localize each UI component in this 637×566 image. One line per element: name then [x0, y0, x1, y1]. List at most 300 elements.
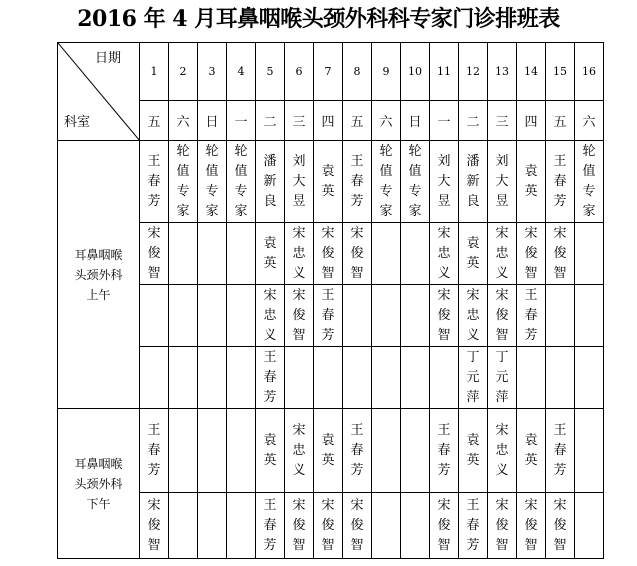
- doctor-cell: [575, 409, 604, 493]
- doctor-name-char: 春: [466, 517, 480, 533]
- doctor-name-char: 俊: [524, 245, 538, 261]
- doctor-cell: [372, 285, 401, 347]
- doctor-cell: [343, 223, 372, 285]
- doctor-name-char: 忠: [495, 245, 509, 261]
- doctor-cell: [488, 347, 517, 409]
- doctor-cell: [401, 493, 430, 559]
- doctor-cell: [227, 493, 256, 559]
- doctor-name-char: 忠: [466, 307, 480, 323]
- doctor-name-char: 宋: [292, 225, 306, 241]
- day-number-cell: 6: [285, 43, 314, 101]
- doctor-cell: [169, 347, 198, 409]
- doctor-name-char: 丁: [466, 349, 480, 365]
- doctor-cell: [227, 285, 256, 347]
- doctor-name-char: 俊: [437, 517, 451, 533]
- doctor-name-char: 智: [524, 265, 538, 281]
- schedule-table: [57, 42, 604, 559]
- doctor-name-char: 英: [321, 183, 335, 199]
- weekday-cell: 四: [517, 101, 546, 141]
- doctor-name-char: 宋: [292, 497, 306, 513]
- doctor-name-char: 昱: [292, 193, 306, 209]
- doctor-cell: [256, 285, 285, 347]
- doctor-cell: [198, 285, 227, 347]
- doctor-name-char: 宋: [321, 225, 335, 241]
- doctor-name-char: 宋: [553, 497, 567, 513]
- doctor-name-char: 智: [292, 327, 306, 343]
- doctor-name-char: 宋: [263, 287, 277, 303]
- doctor-cell: [430, 347, 459, 409]
- doctor-name-char: 英: [321, 452, 335, 468]
- doctor-name-char: 家: [379, 203, 393, 219]
- doctor-cell: [140, 141, 169, 223]
- doctor-name-char: 宋: [495, 497, 509, 513]
- doctor-name-char: 智: [147, 537, 161, 553]
- doctor-name-char: 智: [524, 537, 538, 553]
- weekday-cell: 四: [314, 101, 343, 141]
- doctor-name-char: 义: [466, 327, 480, 343]
- doctor-name-char: 宋: [495, 287, 509, 303]
- doctor-cell: [256, 347, 285, 409]
- doctor-cell: [285, 223, 314, 285]
- doctor-name-char: 值: [582, 163, 596, 179]
- doctor-name-char: 智: [553, 265, 567, 281]
- doctor-cell: [314, 347, 343, 409]
- doctor-name-char: 忠: [292, 442, 306, 458]
- doctor-cell: [227, 223, 256, 285]
- doctor-cell: [285, 347, 314, 409]
- doctor-name-char: 春: [321, 307, 335, 323]
- day-number-cell: 3: [198, 43, 227, 101]
- doctor-cell: [169, 493, 198, 559]
- doctor-name-char: 轮: [379, 143, 393, 159]
- doctor-name-char: 王: [350, 422, 364, 438]
- doctor-name-char: 宋: [524, 225, 538, 241]
- doctor-name-char: 春: [553, 442, 567, 458]
- doctor-name-char: 袁: [524, 432, 538, 448]
- doctor-name-char: 萍: [495, 389, 509, 405]
- doctor-cell: [140, 223, 169, 285]
- doctor-name-char: 轮: [234, 143, 248, 159]
- doctor-name-char: 专: [408, 183, 422, 199]
- morning-dept-cell: [58, 141, 140, 409]
- doctor-name-char: 值: [234, 163, 248, 179]
- doctor-cell: [430, 285, 459, 347]
- doctor-cell: [169, 141, 198, 223]
- doctor-name-char: 俊: [147, 245, 161, 261]
- doctor-name-char: 英: [466, 452, 480, 468]
- doctor-name-char: 芳: [437, 462, 451, 478]
- doctor-name-char: 良: [466, 193, 480, 209]
- doctor-cell: [343, 285, 372, 347]
- doctor-cell: [314, 493, 343, 559]
- doctor-cell: [314, 223, 343, 285]
- doctor-name-char: 英: [524, 452, 538, 468]
- dept-line: 头颈外科: [74, 476, 123, 491]
- day-number-cell: 11: [430, 43, 459, 101]
- doctor-cell: [285, 141, 314, 223]
- day-number-cell: 1: [140, 43, 169, 101]
- doctor-name-char: 俊: [147, 517, 161, 533]
- doctor-name-char: 王: [553, 422, 567, 438]
- day-number-cell: 12: [459, 43, 488, 101]
- doctor-name-char: 宋: [437, 287, 451, 303]
- doctor-name-char: 潘: [263, 153, 277, 169]
- doctor-name-char: 刘: [437, 153, 451, 169]
- doctor-name-char: 良: [263, 193, 277, 209]
- doctor-name-char: 芳: [263, 537, 277, 553]
- day-number-cell: 15: [546, 43, 575, 101]
- doctor-cell: [140, 409, 169, 493]
- dept-line: 耳鼻咽喉: [74, 456, 123, 471]
- doctor-name-char: 智: [147, 265, 161, 281]
- day-number-cell: 10: [401, 43, 430, 101]
- doctor-cell: [459, 141, 488, 223]
- doctor-name-char: 王: [350, 153, 364, 169]
- doctor-cell: [517, 141, 546, 223]
- doctor-name-char: 宋: [147, 497, 161, 513]
- doctor-cell: [285, 493, 314, 559]
- doctor-cell: [546, 285, 575, 347]
- doctor-name-char: 家: [234, 203, 248, 219]
- weekday-cell: 日: [401, 101, 430, 141]
- doctor-name-char: 王: [147, 422, 161, 438]
- doctor-cell: [430, 223, 459, 285]
- doctor-name-char: 芳: [350, 462, 364, 478]
- dept-line: 下午: [86, 496, 111, 511]
- doctor-cell: [546, 347, 575, 409]
- doctor-cell: [517, 409, 546, 493]
- weekday-cell: 三: [285, 101, 314, 141]
- afternoon-row: [58, 493, 604, 559]
- doctor-name-char: 芳: [466, 537, 480, 553]
- weekday-cell: 二: [459, 101, 488, 141]
- doctor-name-char: 昱: [437, 193, 451, 209]
- doctor-cell: [372, 493, 401, 559]
- doctor-name-char: 家: [176, 203, 190, 219]
- doctor-cell: [401, 285, 430, 347]
- doctor-name-char: 忠: [437, 245, 451, 261]
- doctor-name-char: 英: [263, 452, 277, 468]
- doctor-name-char: 王: [263, 349, 277, 365]
- doctor-cell: [343, 347, 372, 409]
- dept-line: 头颈外科: [74, 267, 123, 282]
- doctor-name-char: 专: [234, 183, 248, 199]
- doctor-cell: [169, 223, 198, 285]
- doctor-name-char: 丁: [495, 349, 509, 365]
- weekday-cell: 六: [372, 101, 401, 141]
- doctor-name-char: 俊: [321, 517, 335, 533]
- doctor-name-char: 智: [292, 537, 306, 553]
- doctor-name-char: 新: [466, 173, 480, 189]
- doctor-cell: [546, 409, 575, 493]
- doctor-cell: [517, 285, 546, 347]
- day-number-cell: 7: [314, 43, 343, 101]
- doctor-name-char: 大: [292, 173, 306, 189]
- doctor-name-char: 昱: [495, 193, 509, 209]
- doctor-name-char: 春: [147, 442, 161, 458]
- doctor-name-char: 袁: [321, 163, 335, 179]
- doctor-cell: [256, 141, 285, 223]
- doctor-name-char: 忠: [292, 245, 306, 261]
- doctor-cell: [372, 347, 401, 409]
- doctor-name-char: 智: [495, 327, 509, 343]
- doctor-name-char: 元: [466, 369, 480, 385]
- doctor-cell: [198, 493, 227, 559]
- doctor-cell: [314, 141, 343, 223]
- doctor-cell: [488, 409, 517, 493]
- doctor-name-char: 宋: [292, 287, 306, 303]
- doctor-cell: [517, 493, 546, 559]
- doctor-name-char: 宋: [321, 497, 335, 513]
- doctor-cell: [430, 141, 459, 223]
- doctor-cell: [459, 493, 488, 559]
- doctor-name-char: 春: [263, 369, 277, 385]
- doctor-name-char: 智: [437, 327, 451, 343]
- doctor-name-char: 大: [437, 173, 451, 189]
- weekday-cell: 二: [256, 101, 285, 141]
- doctor-name-char: 专: [582, 183, 596, 199]
- doctor-cell: [546, 141, 575, 223]
- doctor-name-char: 王: [321, 287, 335, 303]
- doctor-cell: [488, 141, 517, 223]
- doctor-name-char: 义: [495, 462, 509, 478]
- weekday-cell: 五: [140, 101, 169, 141]
- weekday-cell: 一: [430, 101, 459, 141]
- doctor-name-char: 俊: [350, 517, 364, 533]
- doctor-name-char: 忠: [495, 442, 509, 458]
- day-number-cell: 14: [517, 43, 546, 101]
- doctor-name-char: 芳: [263, 389, 277, 405]
- dept-line: 耳鼻咽喉: [74, 247, 123, 262]
- doctor-name-char: 芳: [553, 193, 567, 209]
- page-title: 2016 年 4 月耳鼻咽喉头颈外科科专家门诊排班表: [77, 6, 560, 32]
- doctor-name-char: 萍: [466, 389, 480, 405]
- doctor-cell: [546, 493, 575, 559]
- doctor-cell: [140, 285, 169, 347]
- doctor-cell: [227, 141, 256, 223]
- doctor-name-char: 值: [176, 163, 190, 179]
- day-number-cell: 16: [575, 43, 604, 101]
- doctor-cell: [343, 409, 372, 493]
- doctor-name-char: 家: [408, 203, 422, 219]
- doctor-name-char: 专: [205, 183, 219, 199]
- doctor-name-char: 春: [263, 517, 277, 533]
- doctor-name-char: 袁: [263, 235, 277, 251]
- doctor-cell: [459, 347, 488, 409]
- doctor-name-char: 芳: [321, 327, 335, 343]
- doctor-name-char: 王: [147, 153, 161, 169]
- doctor-cell: [256, 409, 285, 493]
- doctor-name-char: 智: [321, 537, 335, 553]
- doctor-cell: [285, 409, 314, 493]
- doctor-name-char: 春: [147, 173, 161, 189]
- doctor-cell: [256, 223, 285, 285]
- doctor-name-char: 轮: [205, 143, 219, 159]
- doctor-name-char: 刘: [495, 153, 509, 169]
- doctor-cell: [198, 347, 227, 409]
- doctor-name-char: 智: [553, 537, 567, 553]
- doctor-cell: [140, 347, 169, 409]
- doctor-name-char: 英: [524, 183, 538, 199]
- doctor-cell: [546, 223, 575, 285]
- doctor-cell: [575, 493, 604, 559]
- dept-line: 上午: [86, 287, 111, 302]
- doctor-cell: [575, 285, 604, 347]
- doctor-name-char: 俊: [553, 517, 567, 533]
- doctor-name-char: 值: [408, 163, 422, 179]
- doctor-name-char: 宋: [466, 287, 480, 303]
- doctor-name-char: 宋: [495, 225, 509, 241]
- doctor-name-char: 义: [263, 327, 277, 343]
- doctor-cell: [488, 493, 517, 559]
- doctor-cell: [488, 223, 517, 285]
- doctor-cell: [169, 409, 198, 493]
- doctor-name-char: 芳: [553, 462, 567, 478]
- day-number-cell: 2: [169, 43, 198, 101]
- doctor-cell: [459, 409, 488, 493]
- doctor-cell: [430, 409, 459, 493]
- doctor-name-char: 元: [495, 369, 509, 385]
- doctor-name-char: 义: [437, 265, 451, 281]
- doctor-name-char: 值: [205, 163, 219, 179]
- doctor-name-char: 宋: [350, 497, 364, 513]
- doctor-name-char: 芳: [147, 462, 161, 478]
- doctor-name-char: 义: [292, 462, 306, 478]
- morning-row: [58, 223, 604, 285]
- header-corner-cell: [58, 43, 140, 141]
- afternoon-row: [58, 409, 604, 493]
- date-label: 日期: [94, 51, 121, 66]
- doctor-name-char: 英: [263, 255, 277, 271]
- weekday-cell: 日: [198, 101, 227, 141]
- doctor-cell: [459, 285, 488, 347]
- day-number-cell: 5: [256, 43, 285, 101]
- doctor-name-char: 轮: [408, 143, 422, 159]
- doctor-name-char: 新: [263, 173, 277, 189]
- doctor-cell: [314, 409, 343, 493]
- doctor-name-char: 俊: [495, 307, 509, 323]
- doctor-name-char: 刘: [292, 153, 306, 169]
- doctor-name-char: 春: [524, 307, 538, 323]
- doctor-cell: [517, 223, 546, 285]
- doctor-name-char: 袁: [466, 235, 480, 251]
- doctor-cell: [401, 223, 430, 285]
- doctor-name-char: 值: [379, 163, 393, 179]
- doctor-name-char: 宋: [292, 422, 306, 438]
- doctor-cell: [343, 141, 372, 223]
- doctor-name-char: 潘: [466, 153, 480, 169]
- doctor-name-char: 春: [553, 173, 567, 189]
- doctor-cell: [401, 347, 430, 409]
- doctor-name-char: 轮: [582, 143, 596, 159]
- doctor-name-char: 专: [176, 183, 190, 199]
- doctor-name-char: 智: [321, 265, 335, 281]
- doctor-name-char: 俊: [553, 245, 567, 261]
- doctor-name-char: 春: [437, 442, 451, 458]
- weekday-cell: 一: [227, 101, 256, 141]
- doctor-cell: [227, 409, 256, 493]
- doctor-cell: [575, 223, 604, 285]
- doctor-cell: [575, 141, 604, 223]
- doctor-name-char: 袁: [466, 432, 480, 448]
- doctor-name-char: 俊: [350, 245, 364, 261]
- doctor-cell: [140, 493, 169, 559]
- doctor-name-char: 王: [524, 287, 538, 303]
- doctor-cell: [575, 347, 604, 409]
- doctor-name-char: 袁: [321, 432, 335, 448]
- doctor-name-char: 俊: [524, 517, 538, 533]
- day-number-cell: 4: [227, 43, 256, 101]
- dept-label: 科室: [64, 115, 91, 130]
- doctor-name-char: 宋: [524, 497, 538, 513]
- doctor-cell: [401, 409, 430, 493]
- doctor-name-char: 袁: [524, 163, 538, 179]
- doctor-name-char: 俊: [292, 517, 306, 533]
- doctor-cell: [430, 493, 459, 559]
- doctor-name-char: 义: [495, 265, 509, 281]
- doctor-name-char: 宋: [553, 225, 567, 241]
- doctor-cell: [343, 493, 372, 559]
- weekday-cell: 三: [488, 101, 517, 141]
- doctor-cell: [198, 409, 227, 493]
- doctor-name-char: 专: [379, 183, 393, 199]
- doctor-cell: [169, 285, 198, 347]
- doctor-cell: [517, 347, 546, 409]
- weekday-cell: 五: [343, 101, 372, 141]
- doctor-name-char: 芳: [524, 327, 538, 343]
- doctor-name-char: 智: [437, 537, 451, 553]
- day-number-cell: 9: [372, 43, 401, 101]
- doctor-cell: [401, 141, 430, 223]
- doctor-cell: [285, 285, 314, 347]
- doctor-name-char: 王: [263, 497, 277, 513]
- doctor-cell: [372, 409, 401, 493]
- doctor-name-char: 家: [582, 203, 596, 219]
- doctor-name-char: 大: [495, 173, 509, 189]
- doctor-name-char: 袁: [263, 432, 277, 448]
- doctor-name-char: 芳: [147, 193, 161, 209]
- doctor-name-char: 忠: [263, 307, 277, 323]
- doctor-name-char: 俊: [321, 245, 335, 261]
- doctor-cell: [372, 141, 401, 223]
- doctor-name-char: 王: [466, 497, 480, 513]
- doctor-name-char: 家: [205, 203, 219, 219]
- doctor-name-char: 宋: [350, 225, 364, 241]
- weekday-cell: 六: [575, 101, 604, 141]
- afternoon-dept-cell: [58, 409, 140, 559]
- doctor-name-char: 春: [350, 173, 364, 189]
- doctor-cell: [256, 493, 285, 559]
- doctor-cell: [198, 223, 227, 285]
- doctor-cell: [488, 285, 517, 347]
- doctor-name-char: 俊: [292, 307, 306, 323]
- doctor-cell: [372, 223, 401, 285]
- doctor-name-char: 智: [350, 265, 364, 281]
- doctor-cell: [459, 223, 488, 285]
- doctor-name-char: 宋: [437, 225, 451, 241]
- morning-row: [58, 141, 604, 223]
- doctor-name-char: 宋: [495, 422, 509, 438]
- day-number-cell: 13: [488, 43, 517, 101]
- weekday-cell: 六: [169, 101, 198, 141]
- doctor-name-char: 芳: [350, 193, 364, 209]
- morning-row: [58, 347, 604, 409]
- doctor-name-char: 义: [292, 265, 306, 281]
- day-number-cell: 8: [343, 43, 372, 101]
- doctor-name-char: 智: [495, 537, 509, 553]
- doctor-cell: [314, 285, 343, 347]
- doctor-name-char: 英: [466, 255, 480, 271]
